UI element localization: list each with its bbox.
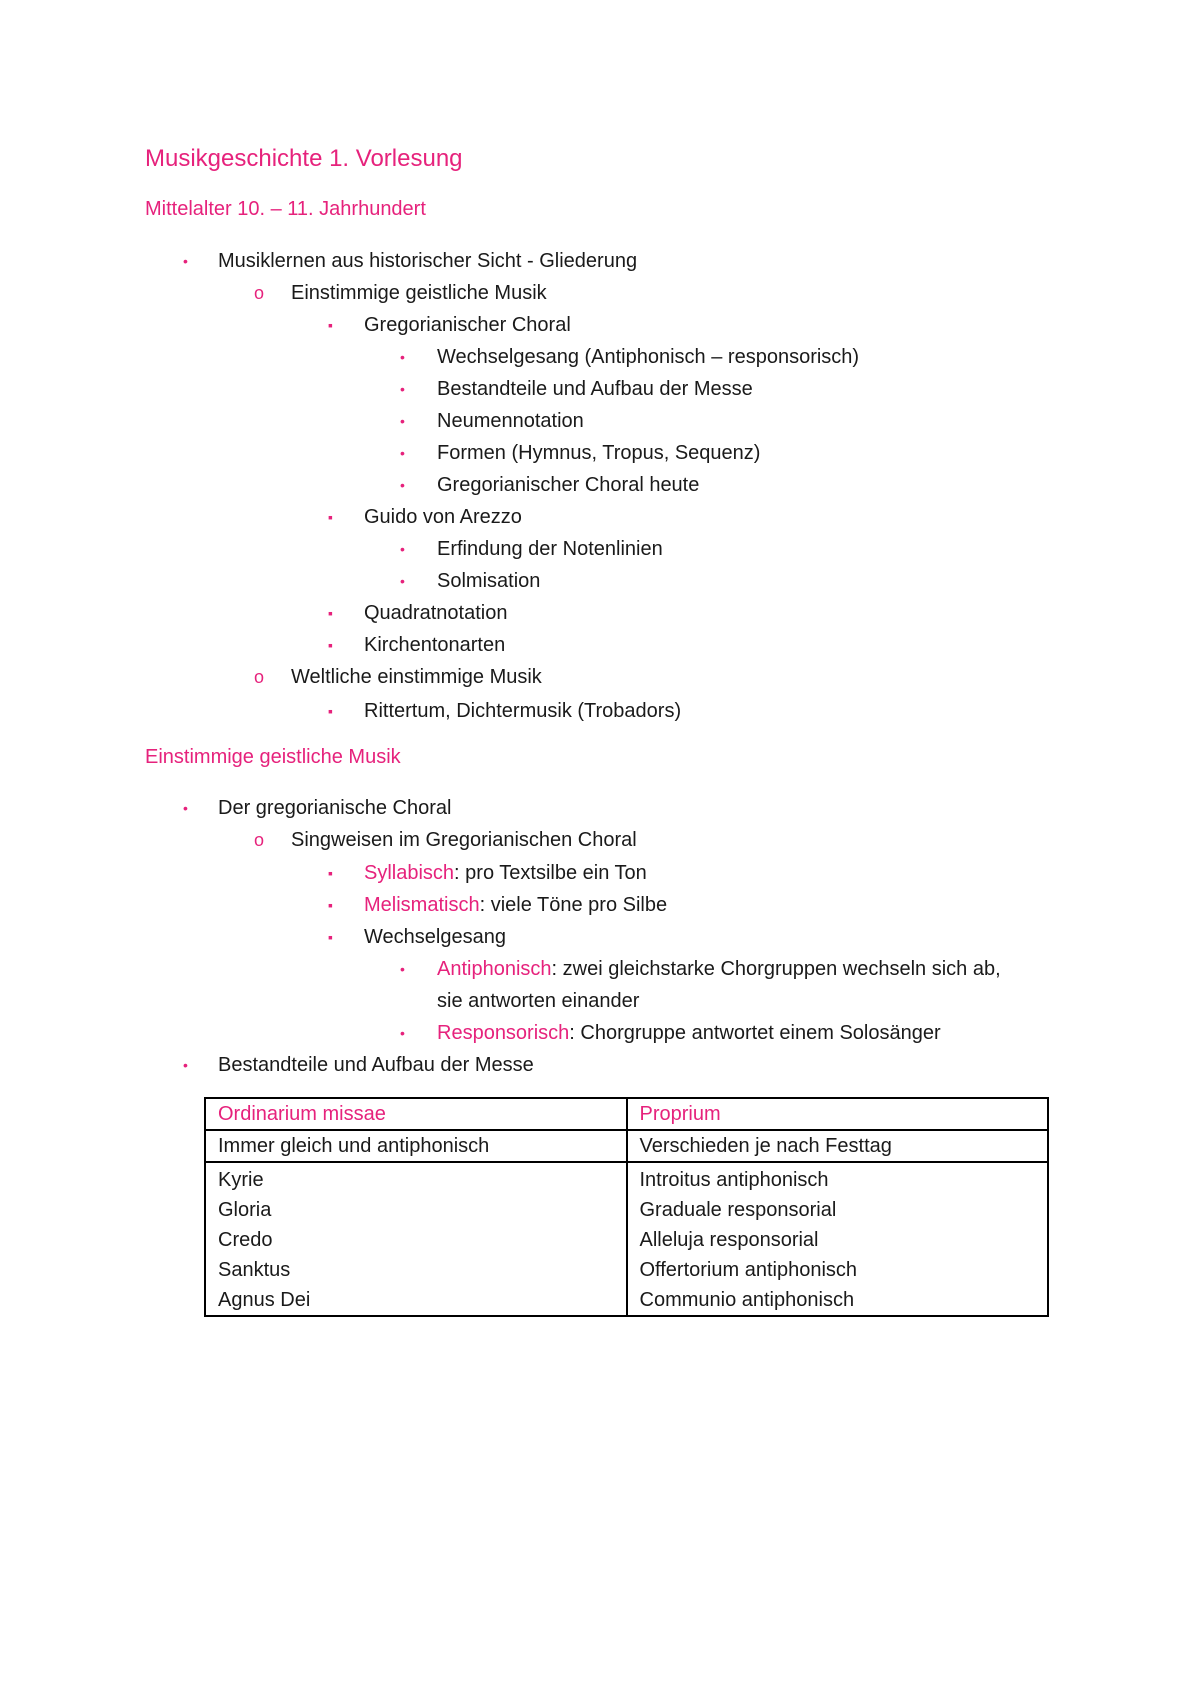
proprium-item: Alleluja responsorial [639,1229,819,1251]
table-cell: Verschieden je nach Festtag [627,1130,1049,1162]
bullet-dot-icon: • [400,541,405,557]
proprium-item: Communio antiphonisch [639,1289,855,1311]
definition-antiphonisch-continued: sie antworten einander [437,990,640,1012]
bullet-square-icon: ▪ [328,317,333,333]
document-title: Musikgeschichte 1. Vorlesung [145,145,463,172]
proprium-item: Introitus antiphonisch [639,1169,829,1191]
proprium-item: Offertorium antiphonisch [639,1259,858,1281]
list-item: Gregorianischer Choral [364,314,571,336]
bullet-dot-icon: • [400,573,405,589]
bullet-dot-icon: • [400,445,405,461]
ordinarium-item: Agnus Dei [218,1289,311,1311]
proprium-item: Graduale responsorial [639,1199,837,1221]
ordinarium-item: Gloria [218,1199,272,1221]
bullet-square-icon: ▪ [328,929,333,945]
table-header-row [205,1098,1048,1130]
bullet-dot-icon: • [400,477,405,493]
table-row [205,1162,1048,1316]
definition-antiphonisch: : zwei gleichstarke Chorgruppen wechseln sich ab, [551,958,1001,980]
definition-responsorisch: : Chorgruppe antwortet einem Solosänger [569,1022,941,1044]
table-header-proprium: Proprium [627,1098,1049,1130]
definition-melismatisch: : viele Töne pro Silbe [479,894,668,916]
section-heading-mittelalter: Mittelalter 10. – 11. Jahrhundert [145,198,426,220]
ordinarium-item: Sanktus [218,1259,291,1281]
bullet-dot-icon: • [400,413,405,429]
list-item-melismatisch [364,893,667,917]
list-item: Wechselgesang (Antiphonisch – responsorisch) [437,346,860,368]
bullet-square-icon: ▪ [328,703,333,719]
list-item: Guido von Arezzo [364,506,522,528]
term-syllabisch: Syllabisch [364,862,455,884]
list-item: Quadratnotation [364,602,508,624]
bullet-dot-icon: • [400,381,405,397]
list-item: Bestandteile und Aufbau der Messe [437,378,753,400]
definition-syllabisch: : pro Textsilbe ein Ton [454,862,647,884]
bullet-circle-icon: o [254,667,265,687]
list-item: Kirchentonarten [364,634,506,656]
list-item: Wechselgesang [364,926,506,948]
bullet-dot-icon: • [400,1025,405,1041]
bullet-circle-icon: o [254,283,265,303]
list-item: Formen (Hymnus, Tropus, Sequenz) [437,442,761,464]
list-item: Der gregorianische Choral [218,797,452,819]
list-item: Singweisen im Gregorianischen Choral [291,829,637,851]
bullet-square-icon: ▪ [328,865,333,881]
list-item-antiphonisch [437,957,1001,981]
list-item: Neumennotation [437,410,584,432]
bullet-square-icon: ▪ [328,509,333,525]
list-item: Bestandteile und Aufbau der Messe [218,1054,534,1076]
list-item-syllabisch [364,861,647,885]
list-item: Rittertum, Dichtermusik (Trobadors) [364,700,682,722]
bullet-dot-icon: • [183,1057,188,1073]
bullet-square-icon: ▪ [328,897,333,913]
list-item: Solmisation [437,570,541,592]
bullet-circle-icon: o [254,830,265,850]
bullet-dot-icon: • [183,800,188,816]
list-item-responsorisch [437,1021,941,1045]
bullet-square-icon: ▪ [328,637,333,653]
table-header-ordinarium: Ordinarium missae [205,1098,627,1130]
list-item: Weltliche einstimmige Musik [291,666,542,688]
table-cell: Immer gleich und antiphonisch [205,1130,627,1162]
section-heading-einstimmige: Einstimmige geistliche Musik [145,746,401,768]
bullet-dot-icon: • [400,349,405,365]
term-melismatisch: Melismatisch [364,894,480,916]
term-antiphonisch: Antiphonisch [437,958,552,980]
list-item: Musiklernen aus historischer Sicht - Gliederung [218,250,638,272]
table-subheader-row [205,1130,1048,1162]
list-item: Gregorianischer Choral heute [437,474,700,496]
term-responsorisch: Responsorisch [437,1022,570,1044]
bullet-dot-icon: • [183,253,188,269]
list-item: Erfindung der Notenlinien [437,538,663,560]
messe-table [204,1097,1049,1317]
proprium-list [627,1162,1049,1316]
ordinarium-list [205,1162,627,1316]
ordinarium-item: Credo [218,1229,273,1251]
bullet-dot-icon: • [400,961,405,977]
list-item: Einstimmige geistliche Musik [291,282,547,304]
ordinarium-item: Kyrie [218,1169,264,1191]
bullet-square-icon: ▪ [328,605,333,621]
